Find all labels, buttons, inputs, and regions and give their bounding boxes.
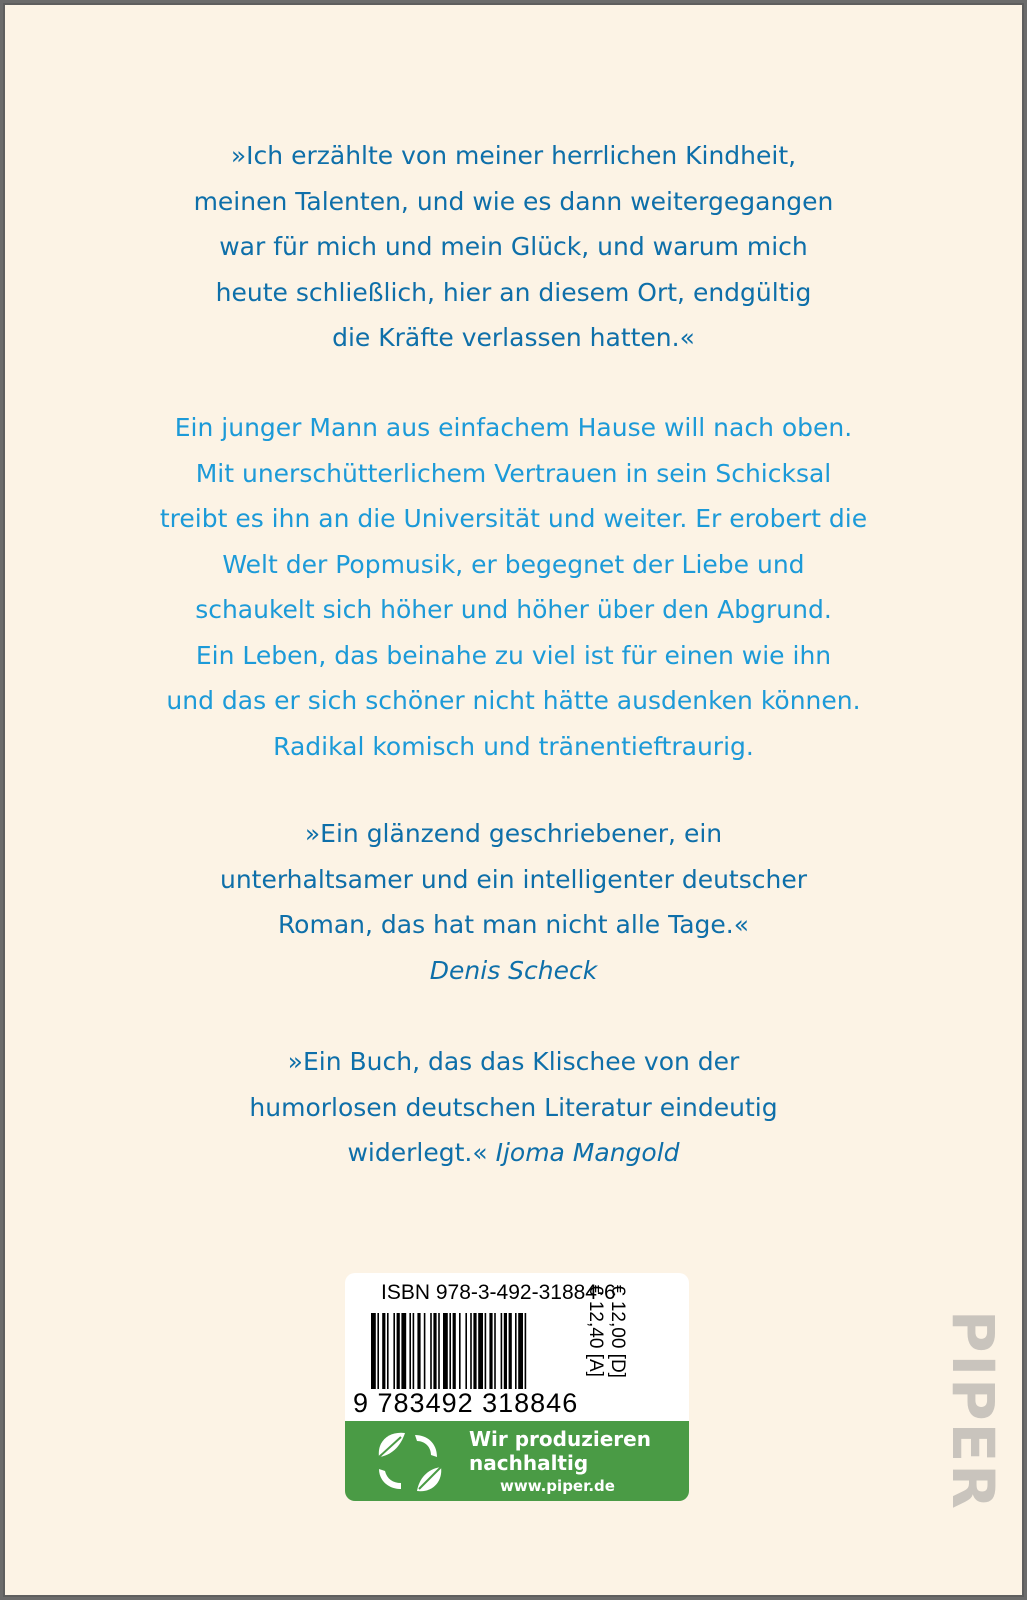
recycle-leaves-icon	[371, 1427, 447, 1495]
barcode-bar	[494, 1313, 496, 1389]
barcode-bar	[485, 1313, 487, 1389]
review-quote-mangold	[5, 1039, 1022, 1176]
book-blurb	[5, 405, 1022, 769]
quote-line: war für mich und mein Glück, und warum mich	[219, 232, 808, 261]
blurb-line: Welt der Popmusik, er begegnet der Liebe und	[222, 549, 805, 579]
barcode-bar	[459, 1313, 461, 1389]
barcode-bar	[443, 1313, 448, 1389]
barcode-bar	[509, 1313, 512, 1389]
barcode-bar	[433, 1313, 436, 1389]
eco-line-1: Wir produzieren	[469, 1427, 651, 1451]
review-line: »Ein glänzend geschriebener, ein	[304, 819, 723, 848]
quote-line: meinen Talenten, und wie es dann weitergegangen	[193, 186, 834, 216]
publisher-url: www.piper.de	[500, 1477, 615, 1495]
review-line: Roman, das hat man nicht alle Tage.«	[277, 910, 750, 939]
barcode-bar	[453, 1313, 456, 1389]
blurb-line: Radikal komisch und tränentieftraurig.	[273, 731, 754, 761]
blurb-line: Ein Leben, das beinahe zu viel ist für einen wie ihn	[195, 640, 832, 670]
barcode-bar	[371, 1313, 376, 1389]
blurb-line: und das er sich schöner nicht hätte ausdenken können.	[166, 686, 861, 715]
barcode-bar	[515, 1313, 517, 1389]
review-line: humorlosen deutschen Literatur eindeutig	[249, 1092, 778, 1122]
eco-line-2: nachhaltig	[469, 1451, 589, 1475]
review-author: Ijoma Mangold	[495, 1138, 680, 1167]
price-block	[584, 1285, 628, 1395]
blurb-line: Ein junger Mann aus einfachem Hause will nach oben.	[174, 413, 853, 442]
barcode-bar	[430, 1313, 432, 1389]
price-germany: € 12,00 [D]	[607, 1285, 628, 1378]
barcode-bar	[382, 1313, 385, 1389]
review-line: unterhaltsamer und ein intelligenter deutscher	[219, 864, 808, 894]
barcode-bar	[417, 1313, 420, 1389]
quote-line: »Ich erzählte von meiner herrlichen Kindheit,	[230, 141, 797, 170]
blurb-line: treibt es ihn an die Universität und weiter. Er erobert die	[159, 504, 868, 533]
barcode-bar	[413, 1313, 415, 1389]
barcode-bar	[525, 1313, 527, 1389]
barcode-bar	[387, 1313, 389, 1389]
eco-badge	[345, 1421, 689, 1501]
barcode-bar	[377, 1313, 379, 1389]
blurb-line: Mit unerschütterlichem Vertrauen in sein Schicksal	[195, 458, 832, 488]
barcode-bar	[504, 1313, 507, 1389]
review-line: »Ein Buch, das das Klischee von der	[287, 1047, 740, 1076]
review-line-last	[5, 1130, 1022, 1176]
review-quote-scheck	[5, 811, 1022, 993]
isbn-text: ISBN 978-3-492-31884-6	[381, 1281, 616, 1304]
publisher-logo: PIPER	[939, 1310, 1007, 1511]
barcode-bar	[465, 1313, 467, 1389]
ean-digits: 9 783492 318846	[353, 1388, 579, 1418]
barcode-icon	[371, 1313, 611, 1389]
review-line-text: widerlegt.«	[347, 1138, 488, 1167]
barcode-bar	[409, 1313, 411, 1389]
barcode-bar	[470, 1313, 472, 1389]
barcode-bar	[393, 1313, 395, 1389]
barcode-bar	[501, 1313, 503, 1389]
price-austria: € 12,40 [A]	[585, 1285, 606, 1377]
barcode-bar	[489, 1313, 492, 1389]
barcode-bar	[473, 1313, 476, 1389]
barcode-label	[345, 1273, 689, 1501]
barcode-bar	[438, 1313, 440, 1389]
barcode-bar	[397, 1313, 400, 1389]
barcode-bar	[449, 1313, 451, 1389]
opening-quote	[5, 133, 1022, 361]
barcode-area	[345, 1273, 689, 1421]
barcode-bar	[424, 1313, 426, 1389]
barcode-bar	[478, 1313, 483, 1389]
barcode-bar	[401, 1313, 406, 1389]
quote-line: heute schließlich, hier an diesem Ort, endgültig	[215, 277, 812, 307]
book-back-cover	[3, 3, 1024, 1597]
barcode-bar	[518, 1313, 523, 1389]
blurb-line: schaukelt sich höher und höher über den Abgrund.	[195, 595, 832, 624]
quote-line: die Kräfte verlassen hatten.«	[332, 323, 695, 352]
review-author: Denis Scheck	[429, 955, 598, 985]
